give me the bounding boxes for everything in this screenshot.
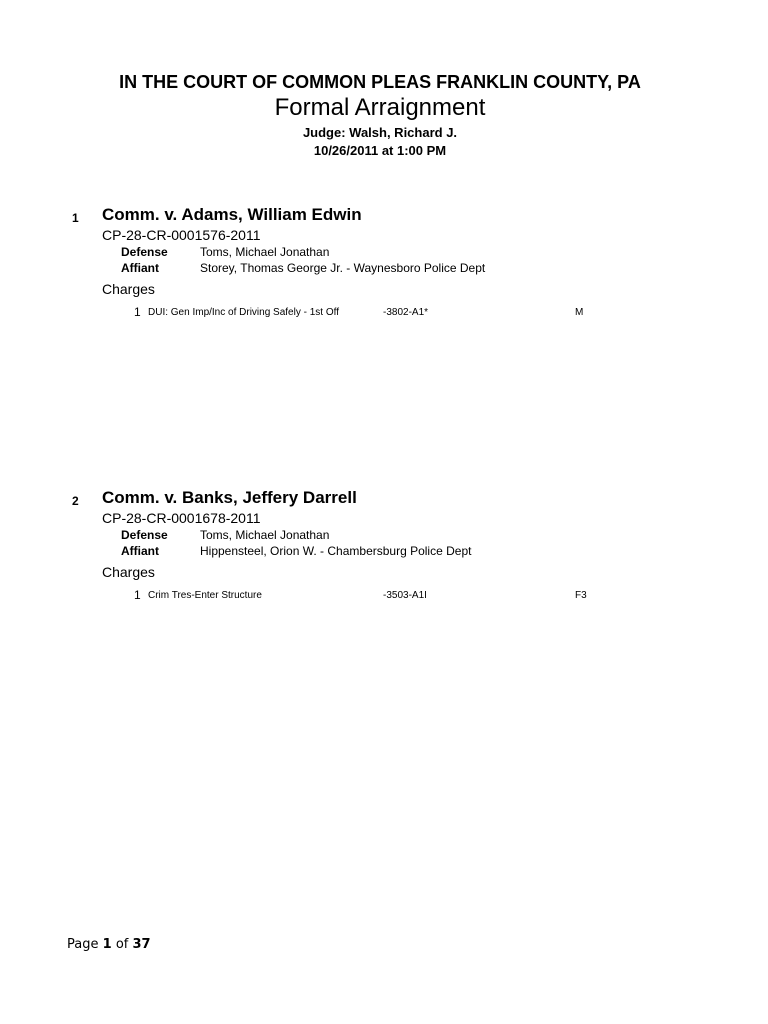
charge-description: Crim Tres-Enter Structure bbox=[148, 590, 262, 601]
page-label: Page bbox=[67, 937, 99, 952]
charge-description: DUI: Gen Imp/Inc of Driving Safely - 1st Off bbox=[148, 307, 339, 318]
charge-number: 1 bbox=[134, 588, 141, 602]
current-page-number: 1 bbox=[102, 937, 112, 952]
defense-label: Defense bbox=[121, 245, 168, 259]
document-title: Formal Arraignment bbox=[274, 94, 486, 121]
charges-heading: Charges bbox=[102, 281, 155, 297]
case-number: 1 bbox=[72, 211, 79, 225]
docket-number: CP-28-CR-0001576-2011 bbox=[102, 227, 261, 243]
charge-statute: -3802-A1* bbox=[383, 307, 429, 318]
case-caption: Comm. v. Adams, William Edwin bbox=[102, 205, 362, 224]
affiant-name: Hippensteel, Orion W. - Chambersburg Police Dept bbox=[200, 544, 472, 558]
total-pages: 37 bbox=[132, 937, 151, 952]
defense-attorney: Toms, Michael Jonathan bbox=[200, 245, 330, 259]
document-header bbox=[0, 70, 760, 160]
affiant-label: Affiant bbox=[121, 544, 159, 558]
charge-grade: M bbox=[575, 307, 584, 318]
of-label: of bbox=[115, 937, 129, 952]
hearing-datetime: 10/26/2011 at 1:00 PM bbox=[313, 143, 447, 158]
defense-label: Defense bbox=[121, 528, 168, 542]
charge-number: 1 bbox=[134, 305, 141, 319]
affiant-label: Affiant bbox=[121, 261, 159, 275]
affiant-name: Storey, Thomas George Jr. - Waynesboro Police Dept bbox=[200, 261, 486, 275]
case-caption: Comm. v. Banks, Jeffery Darrell bbox=[102, 488, 357, 507]
defense-attorney: Toms, Michael Jonathan bbox=[200, 528, 330, 542]
charge-statute: -3503-A1I bbox=[383, 590, 427, 601]
charge-grade: F3 bbox=[575, 590, 587, 601]
case-number: 2 bbox=[72, 494, 79, 508]
charges-heading: Charges bbox=[102, 564, 155, 580]
page-footer bbox=[67, 937, 151, 952]
judge-line: Judge: Walsh, Richard J. bbox=[302, 125, 458, 140]
court-title: IN THE COURT OF COMMON PLEAS FRANKLIN COUNTY, PA bbox=[119, 72, 641, 92]
docket-number: CP-28-CR-0001678-2011 bbox=[102, 510, 261, 526]
